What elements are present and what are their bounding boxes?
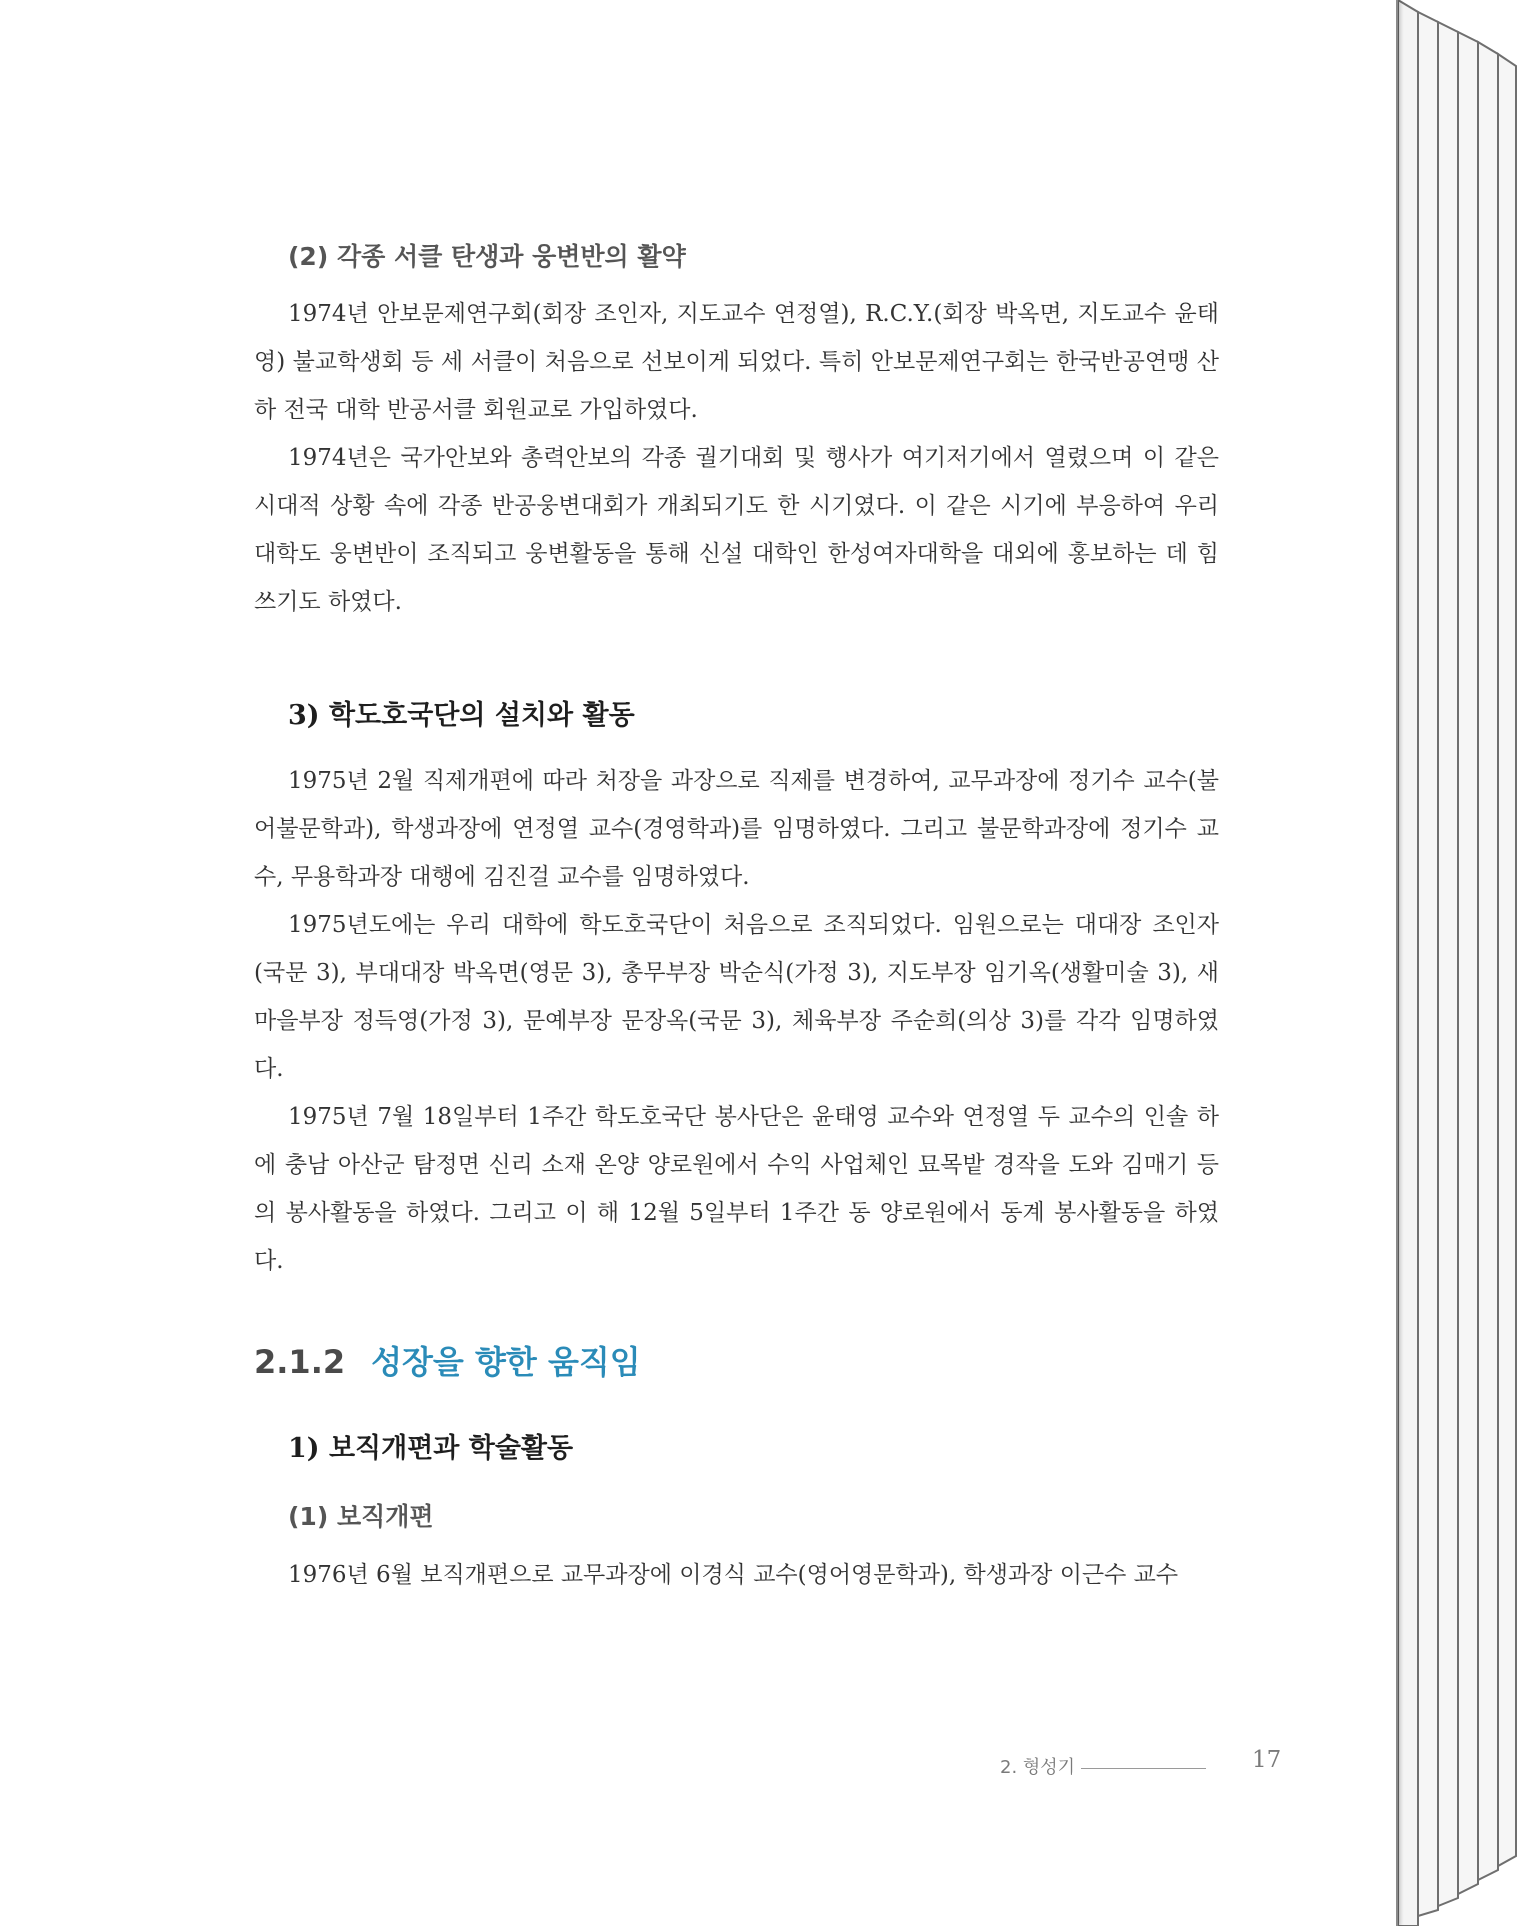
page-number: 17 xyxy=(1252,1747,1282,1773)
footer-chapter-label: 2. 형성기 xyxy=(1000,1757,1076,1778)
subsection-title-1: (1) 보직개편 xyxy=(288,1502,434,1531)
paragraph-subsec1-1: 1976년 6월 보직개편으로 교무과장에 이경식 교수(영어영문학과), 학생과장 이근수 교수 xyxy=(288,1562,1179,1588)
section-heading-2-1-2 xyxy=(254,1337,641,1383)
paragraph-subsec2-2: 1974년은 국가안보와 총력안보의 각종 궐기대회 및 행사가 여기저기에서 열렸으며 이 같은 시대적 상황 속에 각종 반공웅변대회가 개최되기도 한 시기였다. 이 같은 시기에 부응하여 우리 대학도 웅변반이 조직되고 웅변활동을 통해 신설 대학인 한성여자대학을 대외에 홍보하는 데 힘쓰기도 하였다. xyxy=(254,445,1219,615)
section-number: 2.1.2 xyxy=(254,1343,346,1381)
subsection-title-2: (2) 각종 서클 탄생과 웅변반의 활약 xyxy=(288,242,686,271)
section-title: 성장을 향한 움직임 xyxy=(371,1343,641,1381)
paragraph-subsec2-1: 1974년 안보문제연구회(회장 조인자, 지도교수 연정열), R.C.Y.(회장 박옥면, 지도교수 윤태영) 불교학생회 등 세 서클이 처음으로 선보이게 되었다. 특히 안보문제연구회는 한국반공연맹 산하 전국 대학 반공서클 회원교로 가입하였다. xyxy=(254,301,1219,423)
footer-rule xyxy=(1081,1768,1206,1769)
paragraph-heading3-2: 1975년도에는 우리 대학에 학도호국단이 처음으로 조직되었다. 임원으로는 대대장 조인자(국문 3), 부대대장 박옥면(영문 3), 총무부장 박순식(가정 3), 지도부장 임기옥(생활미술 3), 새마을부장 정득영(가정 3), 문예부장 문장옥(국문 3), 체육부장 주순희(의상 3)를 각각 임명하였다. xyxy=(254,912,1219,1082)
heading-1: 1) 보직개편과 학술활동 xyxy=(288,1433,574,1464)
paragraph-heading3-3: 1975년 7월 18일부터 1주간 학도호국단 봉사단은 윤태영 교수와 연정열 두 교수의 인솔 하에 충남 아산군 탐정면 신리 소재 온양 양로원에서 수익 사업체인 묘목밭 경작을 도와 김매기 등의 봉사활동을 하였다. 그리고 이 해 12월 5일부터 1주간 동 양로원에서 동계 봉사활동을 하였다. xyxy=(254,1104,1219,1274)
paragraph-heading3-1: 1975년 2월 직제개편에 따라 처장을 과장으로 직제를 변경하여, 교무과장에 정기수 교수(불어불문학과), 학생과장에 연정열 교수(경영학과)를 임명하였다. 그리고 불문학과장에 정기수 교수, 무용학과장 대행에 김진걸 교수를 임명하였다. xyxy=(254,768,1219,890)
heading-3: 3) 학도호국단의 설치와 활동 xyxy=(288,700,635,731)
page-footer xyxy=(1000,1753,1218,1779)
